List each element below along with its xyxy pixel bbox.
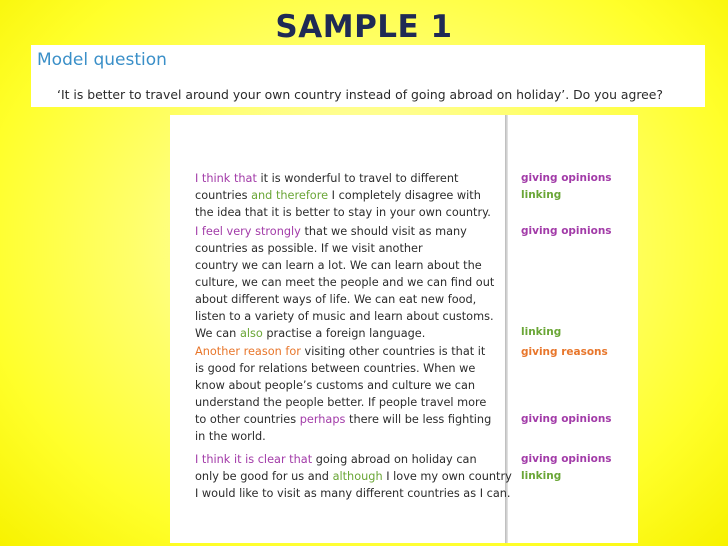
essay-text: visiting other countries is that it	[300, 345, 486, 358]
essay-text: there will be less fighting	[345, 413, 492, 426]
essay-line: the idea that it is better to stay in your own country.	[195, 206, 491, 219]
essay-text: it is wonderful to travel to different	[256, 172, 459, 185]
model-question-box	[31, 45, 705, 107]
phrase-reason: Another reason for	[195, 345, 301, 358]
phrase-linking: and therefore	[251, 189, 329, 202]
essay-text: that we should visit as many	[300, 225, 467, 238]
label-linking: linking	[521, 326, 562, 338]
essay-line: listen to a variety of music and learn about customs.	[195, 310, 494, 323]
essay-line: countries as possible. If we visit another	[195, 242, 423, 255]
essay-text: I love my own country	[382, 470, 512, 483]
phrase-opinion: perhaps	[299, 413, 346, 426]
essay-panel	[170, 115, 638, 543]
essay-text: practise a foreign language.	[262, 327, 426, 340]
essay-text: only be good for us and	[195, 470, 333, 483]
label-giving-opinions: giving opinions	[521, 172, 612, 184]
phrase-linking: although	[332, 470, 383, 483]
label-linking: linking	[521, 470, 562, 482]
essay-paragraph-3	[195, 343, 491, 445]
label-giving-reasons: giving reasons	[521, 346, 608, 358]
essay-line: culture, we can meet the people and we can find out	[195, 276, 495, 289]
essay-line: country we can learn a lot. We can learn about the	[195, 259, 482, 272]
essay-paragraph-4	[195, 451, 512, 502]
essay-text: going abroad on holiday can	[312, 453, 477, 466]
label-giving-opinions: giving opinions	[521, 453, 612, 465]
label-giving-opinions: giving opinions	[521, 413, 612, 425]
essay-text: We can	[195, 327, 240, 340]
phrase-opinion: I think it is clear that	[195, 453, 313, 466]
label-linking: linking	[521, 189, 562, 201]
essay-line: is good for relations between countries. When we	[195, 362, 476, 375]
phrase-linking: also	[239, 327, 263, 340]
essay-paragraph-2	[195, 223, 494, 342]
phrase-opinion: I feel very strongly	[195, 225, 301, 238]
essay-line: understand the people better. If people travel more	[195, 396, 487, 409]
essay-text: countries	[195, 189, 252, 202]
essay-text: I completely disagree with	[328, 189, 481, 202]
model-question-text: ‘It is better to travel around your own country instead of going abroad on holiday’. Do you agree?	[57, 87, 663, 102]
phrase-opinion: I think that	[195, 172, 257, 185]
essay-line: in the world.	[195, 430, 266, 443]
model-question-heading: Model question	[37, 50, 167, 70]
essay-paragraph-1	[195, 170, 491, 221]
slide-title: SAMPLE 1	[275, 9, 453, 45]
label-giving-opinions: giving opinions	[521, 225, 612, 237]
essay-line: know about people’s customs and culture we can	[195, 379, 476, 392]
essay-line: about different ways of life. We can eat new food,	[195, 293, 477, 306]
essay-text: to other countries	[195, 413, 300, 426]
essay-line: I would like to visit as many different countries as I can.	[195, 487, 511, 500]
